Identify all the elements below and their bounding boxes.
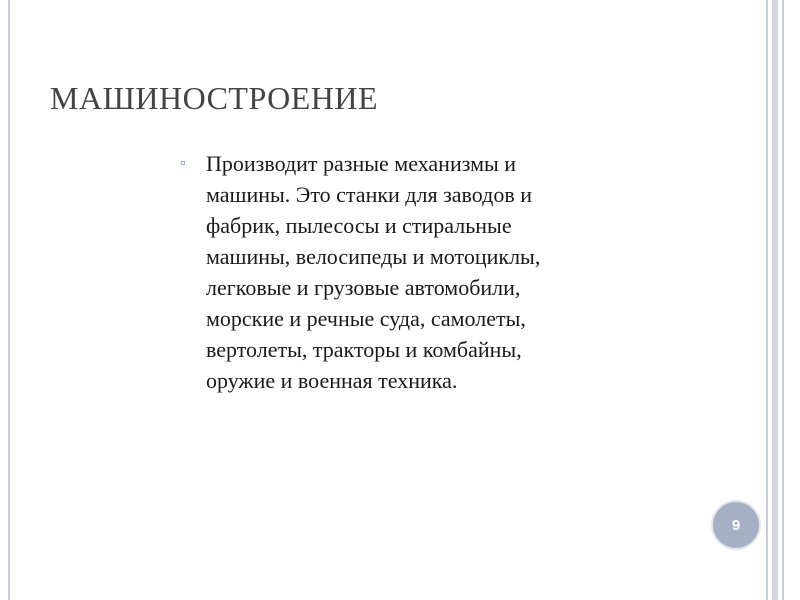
page-number-badge: [713, 502, 759, 548]
right-border-line: [782, 0, 784, 600]
bullet-text: Производит разные механизмы и машины. Это станки для заводов и фабрик, пылесосы и стиральные машины, велосипеды и мотоциклы, легковые и грузовые автомобили, морские и речные суда, самолеты, вертолеты, тракторы и комбайны, оружие и военная техника.: [206, 151, 541, 393]
bullet-item: [180, 148, 560, 396]
right-border-band: [772, 0, 778, 600]
slide-title: МАШИНОСТРОЕНИЕ: [50, 80, 379, 116]
right-border-line: [766, 0, 768, 600]
slide-content: [180, 148, 560, 396]
arrow-bullet-icon: ▫: [180, 155, 186, 172]
left-border-line: [8, 0, 10, 600]
page-number: 9: [731, 516, 741, 534]
